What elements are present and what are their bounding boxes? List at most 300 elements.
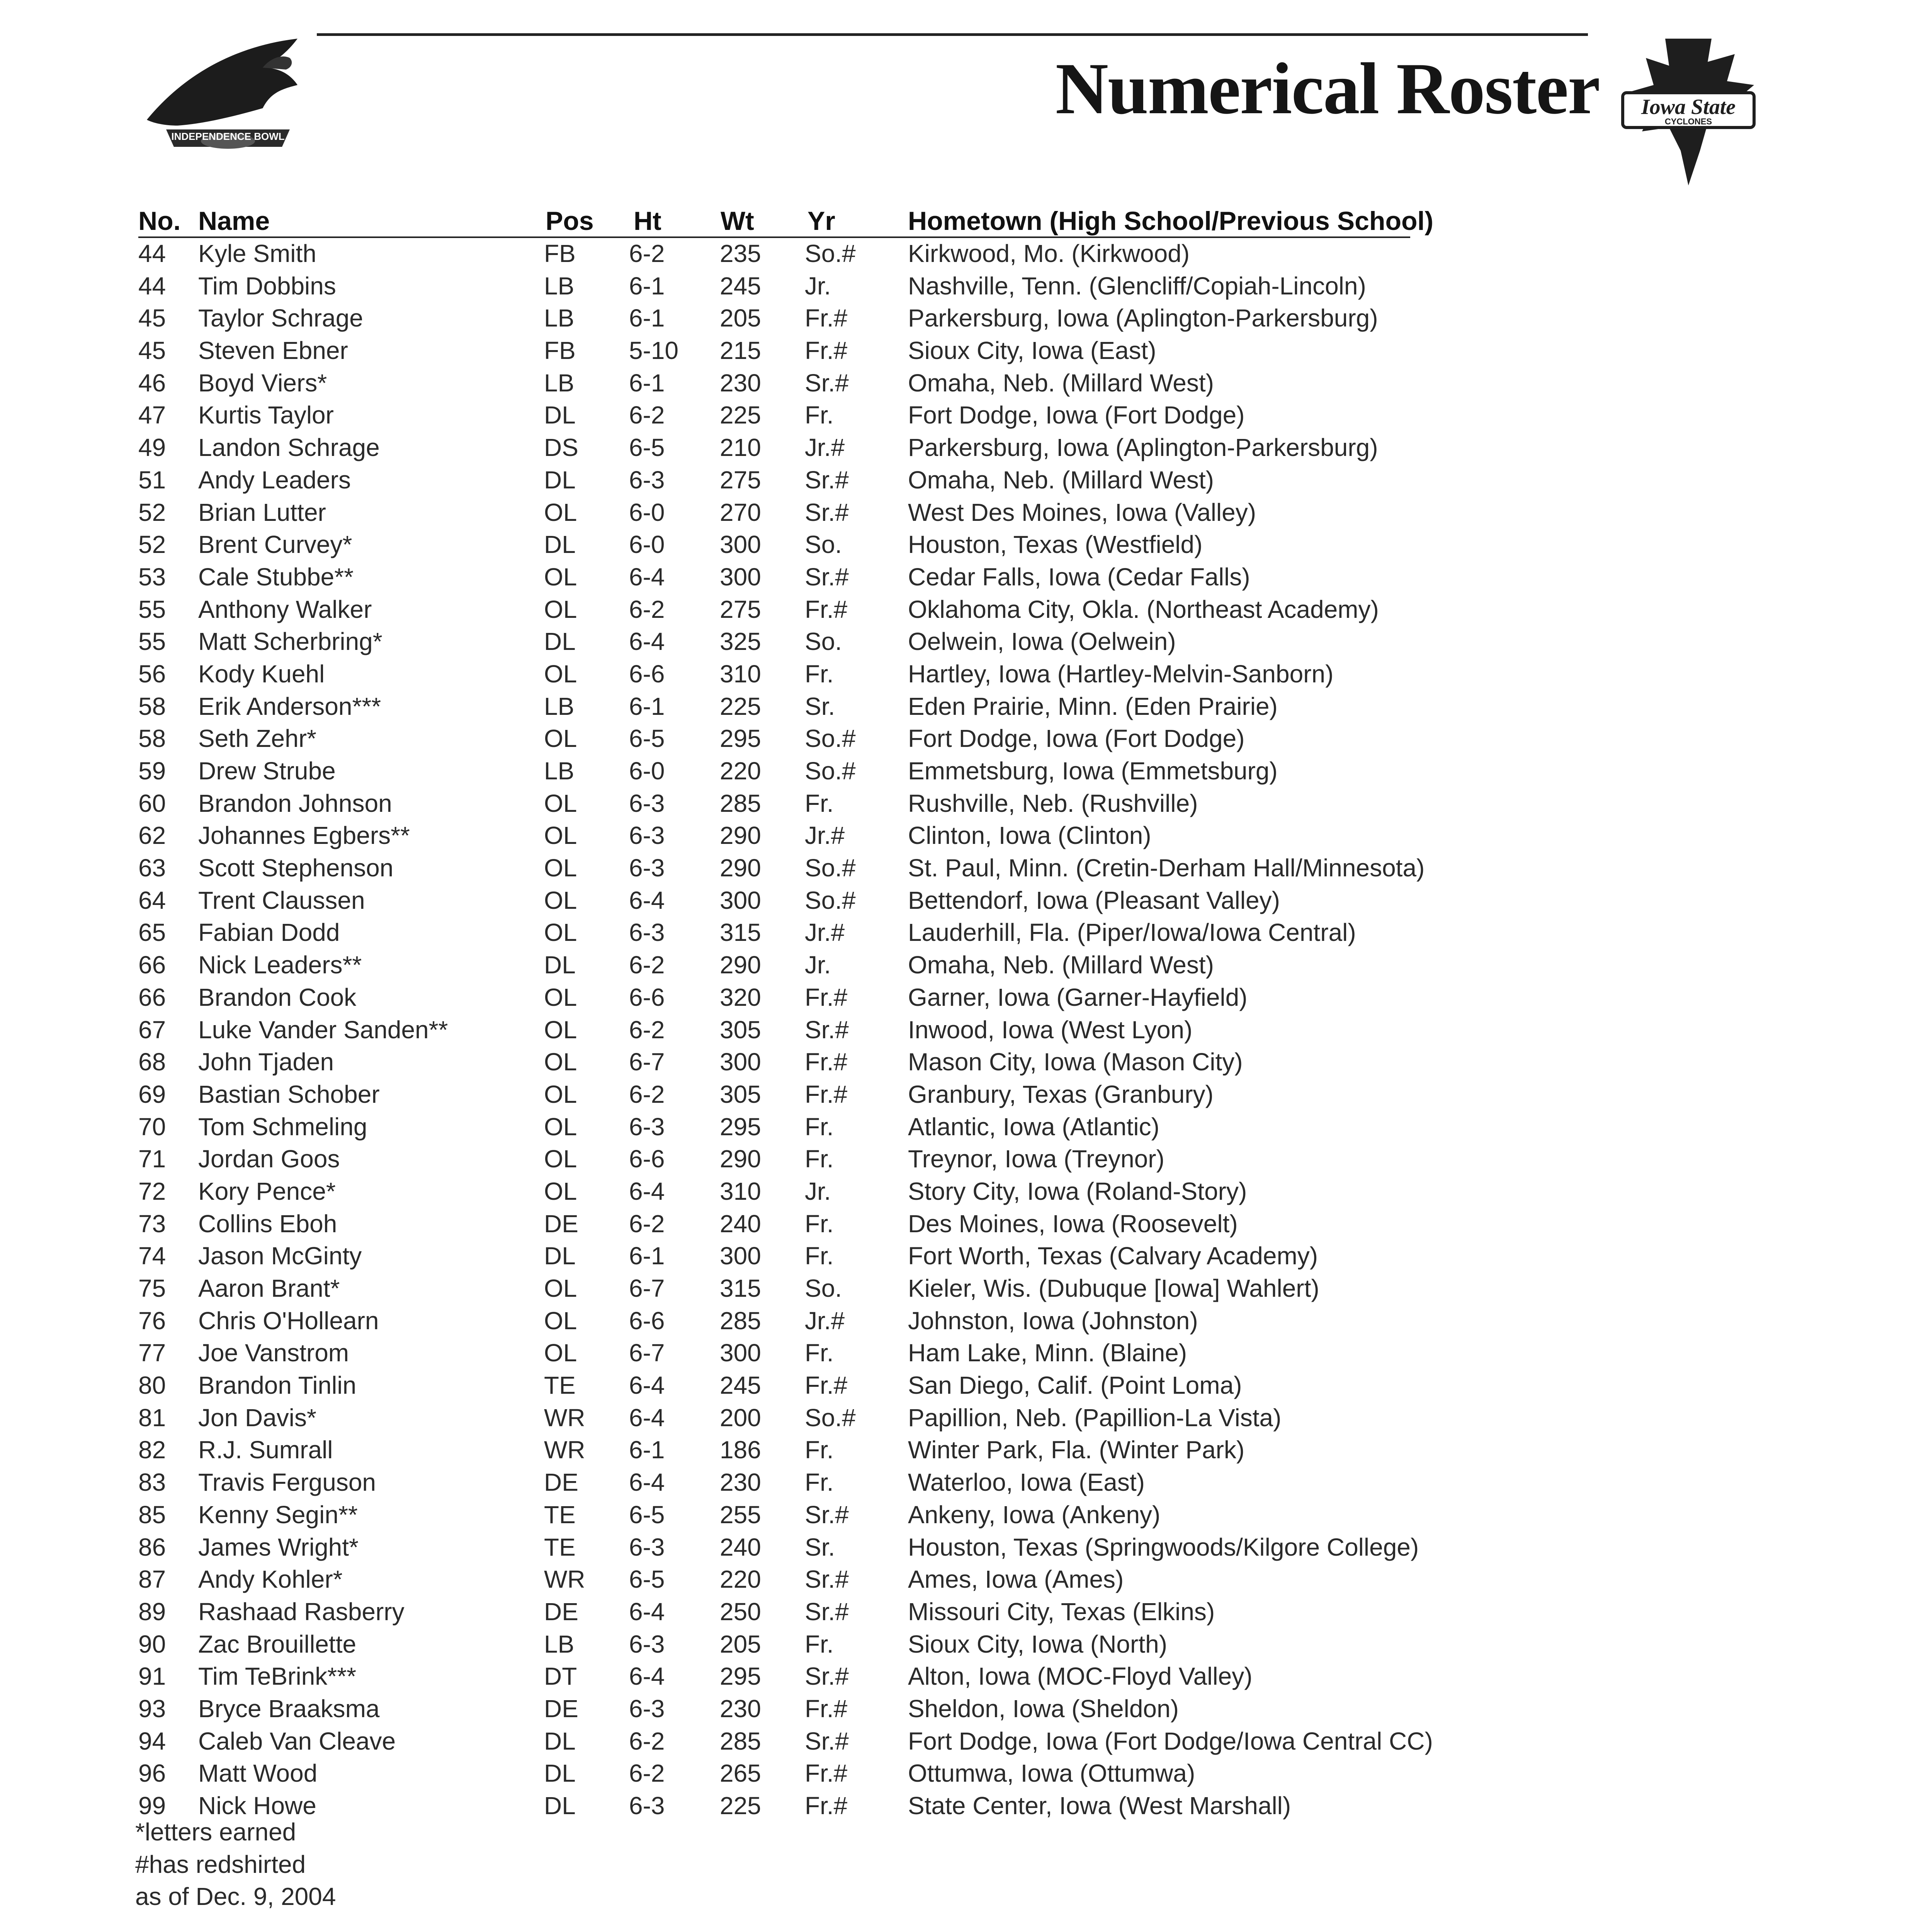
roster-row bbox=[138, 981, 1568, 1014]
roster-cell-hometown: Kieler, Wis. (Dubuque [Iowa] Wahlert) bbox=[908, 1274, 1319, 1302]
roster-row bbox=[138, 658, 1568, 690]
roster-cell-no: 52 bbox=[138, 531, 166, 559]
roster-cell-pos: DL bbox=[544, 628, 576, 656]
roster-cell-no: 73 bbox=[138, 1209, 166, 1238]
roster-cell-ht: 6-3 bbox=[629, 1112, 665, 1141]
roster-cell-hometown: Rushville, Neb. (Rushville) bbox=[908, 789, 1198, 817]
roster-cell-hometown: Winter Park, Fla. (Winter Park) bbox=[908, 1436, 1245, 1464]
roster-cell-ht: 6-1 bbox=[629, 1242, 665, 1270]
roster-cell-hometown: Inwood, Iowa (West Lyon) bbox=[908, 1015, 1193, 1044]
roster-cell-wt: 310 bbox=[720, 1177, 761, 1205]
roster-cell-pos: LB bbox=[544, 757, 575, 785]
roster-cell-no: 93 bbox=[138, 1694, 166, 1723]
roster-cell-ht: 6-7 bbox=[629, 1048, 665, 1076]
roster-cell-yr: Fr. bbox=[805, 1339, 834, 1367]
roster-cell-no: 83 bbox=[138, 1468, 166, 1497]
roster-cell-hometown: Kirkwood, Mo. (Kirkwood) bbox=[908, 240, 1190, 267]
roster-cell-yr: Fr. bbox=[805, 1468, 834, 1497]
roster-cell-wt: 245 bbox=[720, 1371, 761, 1400]
roster-cell-no: 45 bbox=[138, 337, 166, 365]
roster-cell-wt: 250 bbox=[720, 1597, 761, 1626]
roster-cell-no: 64 bbox=[138, 886, 166, 914]
roster-cell-pos: OL bbox=[544, 498, 577, 526]
roster-cell-pos: WR bbox=[544, 1565, 585, 1594]
roster-cell-no: 77 bbox=[138, 1339, 166, 1367]
roster-cell-name: Tim TeBrink*** bbox=[198, 1662, 356, 1690]
roster-cell-wt: 285 bbox=[720, 789, 761, 817]
roster-cell-wt: 205 bbox=[720, 304, 761, 332]
roster-cell-yr: Sr.# bbox=[805, 498, 849, 526]
roster-cell-no: 86 bbox=[138, 1533, 166, 1561]
roster-cell-wt: 290 bbox=[720, 1145, 761, 1173]
roster-cell-hometown: Cedar Falls, Iowa (Cedar Falls) bbox=[908, 563, 1250, 591]
roster-cell-ht: 6-2 bbox=[629, 951, 665, 979]
roster-cell-no: 46 bbox=[138, 369, 166, 397]
roster-cell-no: 99 bbox=[138, 1792, 166, 1820]
roster-cell-yr: Fr.# bbox=[805, 983, 848, 1011]
roster-cell-yr: So. bbox=[805, 1274, 842, 1302]
roster-cell-ht: 6-7 bbox=[629, 1339, 665, 1367]
column-header-no: No. bbox=[138, 206, 181, 236]
roster-row bbox=[138, 1596, 1568, 1628]
roster-cell-pos: DE bbox=[544, 1468, 578, 1497]
roster-row bbox=[138, 1014, 1568, 1046]
roster-cell-wt: 285 bbox=[720, 1306, 761, 1335]
roster-row bbox=[138, 1563, 1568, 1596]
roster-cell-wt: 210 bbox=[720, 434, 761, 462]
roster-row bbox=[138, 755, 1568, 787]
roster-cell-yr: Fr. bbox=[805, 401, 834, 429]
roster-cell-pos: FB bbox=[544, 240, 576, 267]
roster-cell-ht: 6-6 bbox=[629, 983, 665, 1011]
roster-cell-yr: So.# bbox=[805, 886, 856, 914]
roster-cell-ht: 6-3 bbox=[629, 789, 665, 817]
roster-cell-name: John Tjaden bbox=[198, 1048, 334, 1076]
roster-cell-pos: WR bbox=[544, 1403, 585, 1432]
roster-cell-name: Brandon Cook bbox=[198, 983, 357, 1011]
roster-cell-wt: 270 bbox=[720, 498, 761, 526]
roster-cell-pos: OL bbox=[544, 660, 577, 688]
roster-cell-pos: OL bbox=[544, 1306, 577, 1335]
roster-cell-pos: OL bbox=[544, 789, 577, 817]
roster-cell-pos: OL bbox=[544, 918, 577, 947]
roster-cell-no: 44 bbox=[138, 272, 166, 300]
roster-cell-name: Scott Stephenson bbox=[198, 854, 394, 882]
roster-cell-wt: 300 bbox=[720, 531, 761, 559]
roster-cell-yr: Sr.# bbox=[805, 563, 849, 591]
roster-cell-pos: DL bbox=[544, 951, 576, 979]
roster-cell-ht: 6-3 bbox=[629, 918, 665, 947]
column-header-ht: Ht bbox=[634, 206, 661, 236]
roster-cell-no: 62 bbox=[138, 821, 166, 850]
roster-cell-wt: 290 bbox=[720, 821, 761, 850]
roster-cell-wt: 215 bbox=[720, 337, 761, 365]
roster-cell-wt: 315 bbox=[720, 1274, 761, 1302]
roster-cell-hometown: Fort Dodge, Iowa (Fort Dodge) bbox=[908, 724, 1245, 753]
roster-cell-no: 58 bbox=[138, 724, 166, 753]
roster-cell-ht: 6-1 bbox=[629, 272, 665, 300]
roster-cell-name: Rashaad Rasberry bbox=[198, 1597, 405, 1626]
roster-cell-hometown: Eden Prairie, Minn. (Eden Prairie) bbox=[908, 692, 1278, 720]
roster-cell-hometown: Treynor, Iowa (Treynor) bbox=[908, 1145, 1164, 1173]
roster-row bbox=[138, 626, 1568, 658]
column-header-yr: Yr bbox=[807, 206, 835, 236]
roster-cell-ht: 6-4 bbox=[629, 628, 665, 656]
roster-cell-name: Collins Eboh bbox=[198, 1209, 337, 1238]
roster-table bbox=[138, 238, 1568, 1822]
roster-cell-yr: Jr.# bbox=[805, 918, 845, 947]
roster-cell-name: Landon Schrage bbox=[198, 434, 380, 462]
roster-row bbox=[138, 399, 1568, 432]
roster-cell-yr: Fr.# bbox=[805, 1792, 848, 1820]
roster-cell-pos: DE bbox=[544, 1209, 578, 1238]
roster-cell-wt: 240 bbox=[720, 1209, 761, 1238]
roster-cell-name: Fabian Dodd bbox=[198, 918, 340, 947]
roster-cell-wt: 230 bbox=[720, 1694, 761, 1723]
roster-cell-yr: Sr. bbox=[805, 692, 835, 720]
roster-cell-name: Brandon Johnson bbox=[198, 789, 392, 817]
roster-cell-ht: 6-3 bbox=[629, 821, 665, 850]
roster-cell-ht: 6-2 bbox=[629, 401, 665, 429]
roster-cell-no: 89 bbox=[138, 1597, 166, 1626]
roster-cell-ht: 6-2 bbox=[629, 1759, 665, 1787]
roster-cell-yr: So.# bbox=[805, 1403, 856, 1432]
roster-row bbox=[138, 1434, 1568, 1466]
roster-cell-hometown: Ames, Iowa (Ames) bbox=[908, 1565, 1124, 1594]
roster-cell-pos: LB bbox=[544, 272, 575, 300]
roster-cell-ht: 6-3 bbox=[629, 1533, 665, 1561]
roster-cell-ht: 6-2 bbox=[629, 1080, 665, 1108]
roster-cell-ht: 6-1 bbox=[629, 304, 665, 332]
roster-cell-hometown: State Center, Iowa (West Marshall) bbox=[908, 1792, 1291, 1820]
roster-cell-no: 82 bbox=[138, 1436, 166, 1464]
roster-cell-name: Boyd Viers* bbox=[198, 369, 327, 397]
roster-cell-pos: DL bbox=[544, 1727, 576, 1755]
roster-cell-pos: DL bbox=[544, 401, 576, 429]
roster-cell-no: 45 bbox=[138, 304, 166, 332]
roster-cell-hometown: Sioux City, Iowa (North) bbox=[908, 1630, 1167, 1658]
roster-row bbox=[138, 238, 1568, 270]
roster-cell-name: Nick Howe bbox=[198, 1792, 316, 1820]
roster-cell-pos: OL bbox=[544, 886, 577, 914]
roster-cell-wt: 295 bbox=[720, 1112, 761, 1141]
roster-cell-wt: 300 bbox=[720, 1339, 761, 1367]
roster-cell-hometown: Des Moines, Iowa (Roosevelt) bbox=[908, 1209, 1238, 1238]
roster-cell-ht: 6-4 bbox=[629, 886, 665, 914]
roster-cell-wt: 205 bbox=[720, 1630, 761, 1658]
roster-cell-wt: 200 bbox=[720, 1403, 761, 1432]
roster-cell-hometown: Omaha, Neb. (Millard West) bbox=[908, 466, 1214, 494]
roster-cell-wt: 186 bbox=[720, 1436, 761, 1464]
roster-cell-hometown: Fort Dodge, Iowa (Fort Dodge) bbox=[908, 401, 1245, 429]
roster-cell-name: James Wright* bbox=[198, 1533, 359, 1561]
roster-cell-wt: 225 bbox=[720, 1792, 761, 1820]
roster-cell-pos: OL bbox=[544, 1112, 577, 1141]
roster-cell-hometown: Omaha, Neb. (Millard West) bbox=[908, 369, 1214, 397]
roster-cell-name: Brian Lutter bbox=[198, 498, 326, 526]
roster-cell-no: 87 bbox=[138, 1565, 166, 1594]
roster-cell-ht: 6-7 bbox=[629, 1274, 665, 1302]
roster-cell-pos: OL bbox=[544, 983, 577, 1011]
roster-cell-yr: Fr. bbox=[805, 1209, 834, 1238]
roster-cell-no: 58 bbox=[138, 692, 166, 720]
column-header-pos: Pos bbox=[546, 206, 594, 236]
roster-row bbox=[138, 723, 1568, 755]
roster-cell-name: Matt Scherbring* bbox=[198, 628, 382, 656]
roster-cell-wt: 220 bbox=[720, 1565, 761, 1594]
independence-bowl-logo bbox=[135, 31, 321, 151]
roster-cell-name: Andy Leaders bbox=[198, 466, 351, 494]
roster-cell-yr: Fr. bbox=[805, 1112, 834, 1141]
roster-cell-pos: OL bbox=[544, 724, 577, 753]
roster-cell-name: Cale Stubbe** bbox=[198, 563, 354, 591]
page-title: Numerical Roster bbox=[1055, 48, 1600, 129]
roster-cell-pos: DL bbox=[544, 531, 576, 559]
roster-cell-yr: Sr.# bbox=[805, 1597, 849, 1626]
note-redshirted: #has redshirted bbox=[135, 1850, 306, 1878]
roster-cell-hometown: St. Paul, Minn. (Cretin-Derham Hall/Minnesota) bbox=[908, 854, 1425, 882]
roster-row bbox=[138, 594, 1568, 626]
roster-cell-no: 74 bbox=[138, 1242, 166, 1270]
roster-cell-no: 51 bbox=[138, 466, 166, 494]
roster-cell-yr: So.# bbox=[805, 854, 856, 882]
roster-cell-yr: Fr.# bbox=[805, 595, 848, 623]
roster-cell-no: 75 bbox=[138, 1274, 166, 1302]
roster-cell-hometown: Omaha, Neb. (Millard West) bbox=[908, 951, 1214, 979]
roster-row bbox=[138, 1337, 1568, 1369]
roster-cell-name: Chris O'Hollearn bbox=[198, 1306, 379, 1335]
roster-row bbox=[138, 1628, 1568, 1661]
roster-cell-name: Trent Claussen bbox=[198, 886, 365, 914]
roster-cell-hometown: Alton, Iowa (MOC-Floyd Valley) bbox=[908, 1662, 1253, 1690]
roster-cell-pos: TE bbox=[544, 1371, 576, 1400]
roster-row bbox=[138, 1466, 1568, 1499]
roster-cell-ht: 6-4 bbox=[629, 1597, 665, 1626]
roster-row bbox=[138, 1111, 1568, 1143]
roster-row bbox=[138, 464, 1568, 497]
roster-cell-wt: 315 bbox=[720, 918, 761, 947]
team-logo-text-2: CYCLONES bbox=[1664, 117, 1712, 126]
roster-cell-yr: So. bbox=[805, 531, 842, 559]
roster-cell-pos: DE bbox=[544, 1694, 578, 1723]
roster-row bbox=[138, 1531, 1568, 1564]
roster-cell-hometown: Johnston, Iowa (Johnston) bbox=[908, 1306, 1198, 1335]
roster-row bbox=[138, 917, 1568, 949]
roster-cell-no: 90 bbox=[138, 1630, 166, 1658]
bowl-logo-text: INDEPENDENCE BOWL bbox=[171, 131, 285, 142]
roster-row bbox=[138, 529, 1568, 561]
roster-row bbox=[138, 1272, 1568, 1305]
roster-cell-wt: 235 bbox=[720, 240, 761, 267]
roster-cell-wt: 290 bbox=[720, 951, 761, 979]
roster-cell-hometown: Clinton, Iowa (Clinton) bbox=[908, 821, 1151, 850]
roster-cell-hometown: Nashville, Tenn. (Glencliff/Copiah-Lincoln) bbox=[908, 272, 1366, 300]
roster-cell-no: 60 bbox=[138, 789, 166, 817]
roster-cell-ht: 6-4 bbox=[629, 1403, 665, 1432]
roster-cell-wt: 300 bbox=[720, 886, 761, 914]
column-header-wt: Wt bbox=[721, 206, 754, 236]
roster-cell-pos: OL bbox=[544, 1145, 577, 1173]
roster-row bbox=[138, 1240, 1568, 1272]
roster-cell-yr: Jr. bbox=[805, 951, 831, 979]
roster-cell-yr: Fr.# bbox=[805, 1048, 848, 1076]
roster-cell-no: 66 bbox=[138, 951, 166, 979]
roster-cell-wt: 225 bbox=[720, 401, 761, 429]
roster-cell-ht: 6-0 bbox=[629, 757, 665, 785]
roster-cell-yr: Sr.# bbox=[805, 466, 849, 494]
header-rule bbox=[317, 33, 1588, 36]
roster-cell-yr: So.# bbox=[805, 757, 856, 785]
roster-cell-yr: Fr. bbox=[805, 789, 834, 817]
roster-cell-name: Brandon Tinlin bbox=[198, 1371, 357, 1400]
roster-cell-ht: 6-6 bbox=[629, 1306, 665, 1335]
roster-cell-no: 81 bbox=[138, 1403, 166, 1432]
roster-cell-wt: 225 bbox=[720, 692, 761, 720]
roster-cell-yr: So.# bbox=[805, 240, 856, 267]
roster-cell-name: Tim Dobbins bbox=[198, 272, 336, 300]
roster-row bbox=[138, 1660, 1568, 1693]
roster-cell-hometown: Garner, Iowa (Garner-Hayfield) bbox=[908, 983, 1248, 1011]
roster-cell-yr: Sr.# bbox=[805, 1015, 849, 1044]
roster-cell-no: 66 bbox=[138, 983, 166, 1011]
roster-cell-yr: So.# bbox=[805, 724, 856, 753]
roster-cell-hometown: Sioux City, Iowa (East) bbox=[908, 337, 1156, 365]
roster-cell-hometown: Oelwein, Iowa (Oelwein) bbox=[908, 628, 1176, 656]
roster-cell-name: Nick Leaders** bbox=[198, 951, 362, 979]
roster-cell-no: 44 bbox=[138, 240, 166, 267]
roster-cell-wt: 220 bbox=[720, 757, 761, 785]
roster-cell-no: 59 bbox=[138, 757, 166, 785]
roster-cell-name: Brent Curvey* bbox=[198, 531, 352, 559]
roster-cell-pos: OL bbox=[544, 854, 577, 882]
roster-cell-name: Aaron Brant* bbox=[198, 1274, 340, 1302]
roster-cell-no: 91 bbox=[138, 1662, 166, 1690]
roster-row bbox=[138, 1143, 1568, 1175]
roster-cell-yr: Sr. bbox=[805, 1533, 835, 1561]
roster-cell-ht: 6-5 bbox=[629, 1565, 665, 1594]
roster-cell-wt: 295 bbox=[720, 1662, 761, 1690]
roster-row bbox=[138, 884, 1568, 917]
roster-cell-yr: Fr. bbox=[805, 660, 834, 688]
roster-cell-yr: Jr.# bbox=[805, 434, 845, 462]
roster-cell-pos: DL bbox=[544, 466, 576, 494]
roster-cell-name: Andy Kohler* bbox=[198, 1565, 343, 1594]
roster-cell-hometown: Ham Lake, Minn. (Blaine) bbox=[908, 1339, 1187, 1367]
roster-cell-hometown: Fort Dodge, Iowa (Fort Dodge/Iowa Central CC) bbox=[908, 1727, 1433, 1755]
roster-cell-ht: 6-3 bbox=[629, 1792, 665, 1820]
roster-cell-no: 68 bbox=[138, 1048, 166, 1076]
roster-cell-hometown: Papillion, Neb. (Papillion-La Vista) bbox=[908, 1403, 1282, 1432]
roster-cell-ht: 6-5 bbox=[629, 1500, 665, 1529]
roster-cell-ht: 6-2 bbox=[629, 595, 665, 623]
roster-cell-yr: Jr. bbox=[805, 1177, 831, 1205]
roster-row bbox=[138, 1693, 1568, 1725]
roster-row bbox=[138, 1790, 1568, 1822]
iowa-state-cyclones-logo bbox=[1611, 31, 1766, 189]
roster-row bbox=[138, 1046, 1568, 1078]
roster-row bbox=[138, 852, 1568, 884]
roster-cell-pos: DT bbox=[544, 1662, 577, 1690]
note-as-of-date: as of Dec. 9, 2004 bbox=[135, 1883, 336, 1911]
roster-cell-pos: TE bbox=[544, 1533, 576, 1561]
roster-cell-pos: TE bbox=[544, 1500, 576, 1529]
roster-cell-hometown: Atlantic, Iowa (Atlantic) bbox=[908, 1112, 1159, 1141]
roster-row bbox=[138, 1402, 1568, 1434]
roster-cell-yr: Fr. bbox=[805, 1630, 834, 1658]
roster-cell-no: 70 bbox=[138, 1112, 166, 1141]
roster-cell-name: Kory Pence* bbox=[198, 1177, 336, 1205]
roster-cell-pos: OL bbox=[544, 1339, 577, 1367]
roster-cell-pos: LB bbox=[544, 304, 575, 332]
roster-cell-yr: Jr.# bbox=[805, 1306, 845, 1335]
roster-cell-hometown: Lauderhill, Fla. (Piper/Iowa/Iowa Central) bbox=[908, 918, 1356, 947]
roster-cell-pos: OL bbox=[544, 563, 577, 591]
roster-cell-yr: Fr.# bbox=[805, 1371, 848, 1400]
roster-cell-name: Steven Ebner bbox=[198, 337, 348, 365]
roster-cell-hometown: Waterloo, Iowa (East) bbox=[908, 1468, 1145, 1497]
roster-cell-wt: 255 bbox=[720, 1500, 761, 1529]
roster-cell-hometown: Mason City, Iowa (Mason City) bbox=[908, 1048, 1243, 1076]
roster-notes bbox=[135, 1816, 336, 1913]
roster-cell-wt: 230 bbox=[720, 369, 761, 397]
roster-cell-yr: Sr.# bbox=[805, 1727, 849, 1755]
roster-cell-wt: 295 bbox=[720, 724, 761, 753]
column-header-hometown: Hometown (High School/Previous School) bbox=[908, 206, 1434, 236]
roster-cell-ht: 6-2 bbox=[629, 1209, 665, 1238]
roster-cell-wt: 240 bbox=[720, 1533, 761, 1561]
roster-cell-no: 72 bbox=[138, 1177, 166, 1205]
roster-row bbox=[138, 820, 1568, 852]
roster-cell-pos: LB bbox=[544, 692, 575, 720]
roster-cell-yr: Sr.# bbox=[805, 1500, 849, 1529]
roster-cell-pos: OL bbox=[544, 1274, 577, 1302]
roster-cell-wt: 325 bbox=[720, 628, 761, 656]
roster-cell-ht: 6-0 bbox=[629, 498, 665, 526]
roster-row bbox=[138, 1499, 1568, 1531]
roster-cell-yr: Fr. bbox=[805, 1436, 834, 1464]
roster-cell-no: 55 bbox=[138, 595, 166, 623]
roster-cell-hometown: Parkersburg, Iowa (Aplington-Parkersburg) bbox=[908, 434, 1378, 462]
roster-cell-name: Matt Wood bbox=[198, 1759, 318, 1787]
roster-cell-pos: DL bbox=[544, 1792, 576, 1820]
roster-cell-yr: Sr.# bbox=[805, 1565, 849, 1594]
roster-cell-ht: 6-4 bbox=[629, 1371, 665, 1400]
roster-cell-no: 67 bbox=[138, 1015, 166, 1044]
roster-cell-wt: 300 bbox=[720, 563, 761, 591]
roster-cell-name: Jon Davis* bbox=[198, 1403, 316, 1432]
roster-cell-wt: 230 bbox=[720, 1468, 761, 1497]
roster-cell-no: 65 bbox=[138, 918, 166, 947]
roster-cell-name: Luke Vander Sanden** bbox=[198, 1015, 448, 1044]
roster-cell-hometown: Hartley, Iowa (Hartley-Melvin-Sanborn) bbox=[908, 660, 1334, 688]
roster-cell-no: 76 bbox=[138, 1306, 166, 1335]
roster-cell-wt: 310 bbox=[720, 660, 761, 688]
roster-cell-no: 53 bbox=[138, 563, 166, 591]
roster-cell-name: Caleb Van Cleave bbox=[198, 1727, 396, 1755]
roster-cell-name: Kyle Smith bbox=[198, 240, 316, 267]
roster-cell-hometown: Oklahoma City, Okla. (Northeast Academy) bbox=[908, 595, 1379, 623]
roster-cell-name: Johannes Egbers** bbox=[198, 821, 410, 850]
roster-cell-pos: LB bbox=[544, 369, 575, 397]
roster-row bbox=[138, 1305, 1568, 1337]
roster-cell-ht: 6-2 bbox=[629, 1015, 665, 1044]
roster-row bbox=[138, 949, 1568, 981]
roster-cell-yr: Fr. bbox=[805, 1242, 834, 1270]
roster-cell-ht: 6-0 bbox=[629, 531, 665, 559]
roster-cell-ht: 6-6 bbox=[629, 660, 665, 688]
note-letters-earned: *letters earned bbox=[135, 1818, 296, 1846]
roster-cell-wt: 290 bbox=[720, 854, 761, 882]
